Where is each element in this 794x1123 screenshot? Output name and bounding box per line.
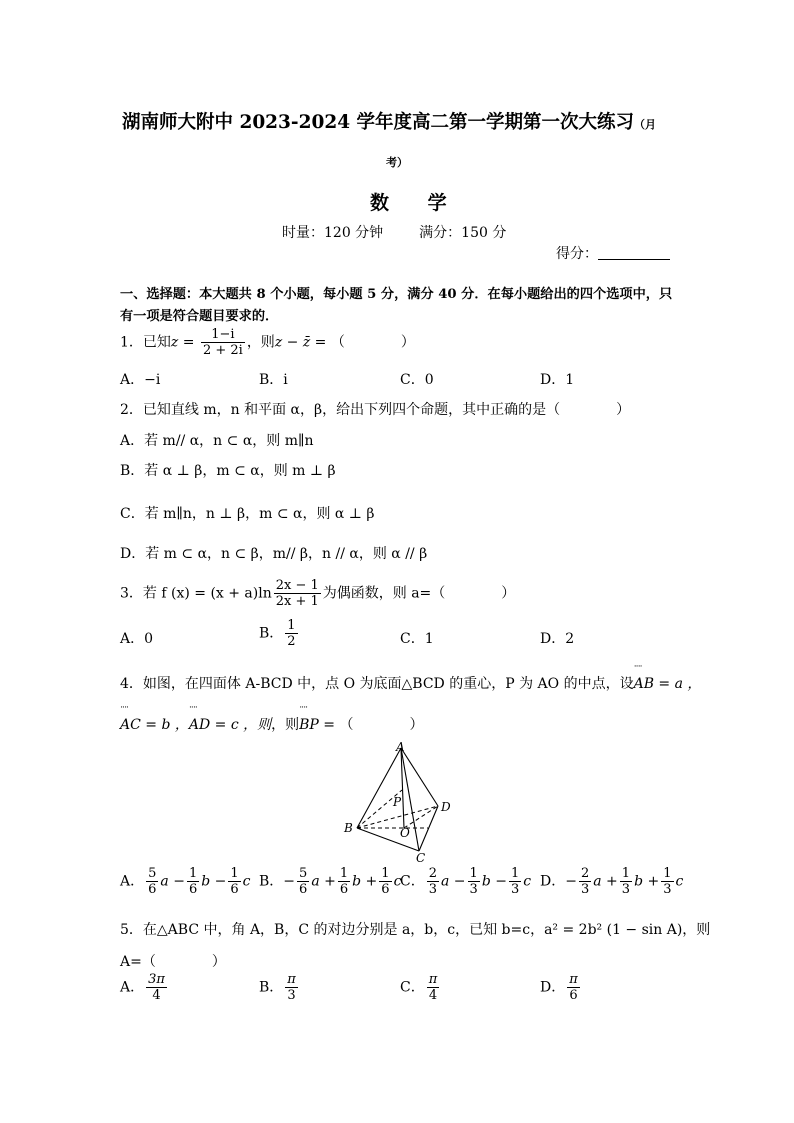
numerator: 1: [188, 866, 198, 881]
term-var: b −: [201, 873, 227, 890]
term-var: b +: [634, 873, 660, 890]
q1-tail: = （ ）: [310, 334, 415, 351]
q4-option-label: A．: [120, 873, 145, 890]
page-title: [122, 108, 656, 134]
question-1: [120, 327, 415, 358]
q4-option-c: [400, 866, 531, 897]
fraction: [509, 866, 521, 897]
q4-option-label: B．: [259, 873, 284, 890]
question-2: 2．已知直线 m，n 和平面 α，β，给出下列四个命题，其中正确的是（ ）: [120, 402, 631, 418]
term-var: c: [675, 873, 684, 890]
fraction: [187, 866, 199, 897]
q4-vector-ac: ¨¨ AC: [120, 717, 141, 733]
term-var: b −: [481, 873, 507, 890]
numerator: 3π: [148, 972, 165, 987]
q5-option-label: A．: [120, 979, 145, 996]
q4-option-a: [120, 866, 251, 897]
question-5-line2: A=（ ）: [120, 954, 226, 970]
q2-option-a: A．若 m// α，n ⊂ α，则 m∥n: [120, 433, 314, 449]
title-main: 湖南师大附中 2023-2024 学年度高二第一学期第一次大练习: [122, 112, 635, 133]
denominator: 6: [299, 882, 308, 897]
numerator: 1: [339, 866, 349, 881]
q3-option-b-den: 2: [287, 634, 296, 649]
q4-option-label: D．: [540, 873, 566, 890]
q1-option-d: D．1: [540, 372, 575, 388]
q3-tail: 为偶函数，则 a=（ ）: [322, 585, 516, 602]
q3-option-b-fraction: [285, 618, 297, 649]
term-var: c: [242, 873, 251, 890]
title-continuation: 考）: [386, 156, 408, 169]
q4-bp-tail: = （ ）: [318, 717, 424, 733]
label-d: D: [441, 800, 451, 814]
term-var: c: [523, 873, 532, 890]
q1-option-b: B．i: [259, 372, 288, 388]
q1-expr: z − z̄: [274, 334, 311, 351]
q3-fraction: [274, 578, 321, 609]
edge-ab: [357, 748, 401, 828]
q1-eq: =: [178, 334, 199, 351]
numerator: 5: [299, 866, 308, 881]
denominator: 3: [469, 882, 478, 897]
numerator: π: [569, 972, 578, 987]
denominator: 6: [188, 882, 198, 897]
q4-text: 4．如图，在四面体 A-BCD 中，点 O 为底面△BCD 的重心，P 为 AO 的中点，设: [120, 676, 634, 692]
q1-fraction: [201, 327, 245, 358]
numerator: 2: [428, 866, 437, 881]
q3-option-b-num: 1: [287, 618, 296, 633]
numerator: 1: [621, 866, 631, 881]
q3-frac-num: 2x − 1: [275, 578, 319, 593]
q3-option-b-label: B．: [259, 625, 284, 642]
question-5-line1: 5．在△ABC 中，角 A，B，C 的对边分别是 a，b，c，已知 b=c，a² = 2b² (1 − sin A)，则: [120, 922, 711, 938]
denominator: 6: [381, 882, 390, 897]
fraction: [427, 866, 439, 897]
sign: −: [283, 873, 296, 890]
q5-option-c: [400, 972, 441, 1003]
q3-option-b: [259, 618, 300, 649]
subject-title: 数 学: [370, 192, 463, 214]
denominator: 4: [428, 988, 438, 1003]
denominator: 3: [580, 882, 590, 897]
q4-then: ，则: [271, 717, 300, 733]
q4-ad-tail: = c ，则: [210, 717, 272, 733]
q4-vector-ad: ¨¨ AD: [189, 717, 210, 733]
fraction: [297, 866, 309, 897]
question-4-line2: [120, 714, 424, 734]
section-heading: 一、选择题：本大题共 8 个小题，每小题 5 分，满分 40 分．在每小题给出的四个选项中，只有一项是符合题目要求的．: [120, 287, 673, 324]
q4-option-b: [259, 866, 401, 897]
denominator: 6: [230, 882, 239, 897]
denominator: 6: [569, 988, 578, 1003]
q1-lead: 1．已知: [120, 334, 171, 351]
denominator: 6: [339, 882, 349, 897]
term-var: a −: [160, 873, 185, 890]
numerator: 1: [381, 866, 390, 881]
q4-ac-tail: = b ，: [140, 717, 189, 733]
q3-frac-den: 2x + 1: [275, 594, 319, 609]
q1-option-c: C．0: [400, 372, 434, 388]
q3-option-a: A．0: [120, 631, 154, 647]
q2-option-d: D．若 m ⊂ α，n ⊂ β，m// β，n // α，则 α // β: [120, 546, 428, 562]
fraction: [579, 866, 591, 897]
q1-option-a: A．−i: [120, 372, 161, 388]
label-p: P: [393, 795, 402, 809]
label-a: A: [396, 740, 405, 754]
term-var: a +: [311, 873, 336, 890]
question-4-line1: [120, 673, 701, 693]
q5-option-d: [540, 972, 582, 1003]
q4-option-label: C．: [400, 873, 425, 890]
q1-var: z: [170, 334, 179, 351]
q4-vector-ab: ¨¨ AB: [634, 676, 654, 692]
fraction: [427, 972, 440, 1003]
term-var: a +: [593, 873, 618, 890]
denominator: 4: [152, 988, 161, 1003]
sign: −: [565, 873, 577, 890]
term-var: a −: [441, 873, 466, 890]
fraction: [146, 972, 167, 1003]
fraction: [661, 866, 673, 897]
score-blank-line: [598, 245, 670, 260]
numerator: π: [428, 972, 438, 987]
denominator: 6: [148, 882, 157, 897]
fraction: [146, 866, 158, 897]
numerator: 1: [663, 866, 672, 881]
q3-option-d: D．2: [540, 631, 575, 647]
label-o: O: [400, 826, 410, 840]
exam-meta: [282, 222, 506, 242]
q5-option-label: D．: [540, 979, 566, 996]
fraction: [379, 866, 391, 897]
numerator: 1: [230, 866, 239, 881]
fraction: [468, 866, 480, 897]
q5-option-label: C．: [400, 979, 425, 996]
score-label: 得分：: [556, 246, 598, 262]
full-score-label: 满分：150 分: [419, 225, 507, 241]
denominator: 3: [621, 882, 631, 897]
fraction: [228, 866, 240, 897]
q5-option-a: [120, 972, 169, 1003]
q5-option-b: [259, 972, 300, 1003]
numerator: π: [287, 972, 296, 987]
q3-lead: 3．若 f (x) = (x + a)ln: [120, 585, 272, 602]
q2-option-b: B．若 α ⊥ β，m ⊂ α，则 m ⊥ β: [120, 463, 336, 479]
q2-option-c: C．若 m∥n，n ⊥ β，m ⊂ α，则 α ⊥ β: [120, 506, 375, 522]
denominator: 3: [428, 882, 437, 897]
tetrahedron-figure: [330, 736, 470, 866]
denominator: 3: [287, 988, 296, 1003]
numerator: 1: [469, 866, 478, 881]
q4-ab-tail: = a ，: [653, 676, 702, 692]
q1-frac-num: 1−i: [201, 327, 245, 343]
score-field: [556, 243, 670, 263]
q4-vector-bp: ¨¨ BP: [299, 717, 319, 733]
fraction: [567, 972, 580, 1003]
label-c: C: [416, 851, 426, 865]
q1-frac-den: 2 + 2i: [202, 343, 243, 358]
q4-option-d: [540, 866, 683, 897]
numerator: 5: [148, 866, 157, 881]
q3-option-c: C．1: [400, 631, 434, 647]
fraction: [620, 866, 632, 897]
q1-mid: ，则: [246, 334, 275, 351]
title-paren: （月: [634, 118, 657, 131]
edge-bd-hidden: [357, 806, 438, 828]
term-var: b +: [352, 873, 378, 890]
label-b: B: [344, 821, 353, 835]
time-label: 时量：120 分钟: [282, 225, 384, 241]
numerator: 1: [510, 866, 520, 881]
fraction: [285, 972, 298, 1003]
term-var: c: [393, 873, 402, 890]
question-3: [120, 578, 515, 609]
q5-option-label: B．: [259, 979, 284, 996]
denominator: 3: [510, 882, 520, 897]
numerator: 2: [580, 866, 590, 881]
denominator: 3: [663, 882, 672, 897]
fraction: [338, 866, 350, 897]
